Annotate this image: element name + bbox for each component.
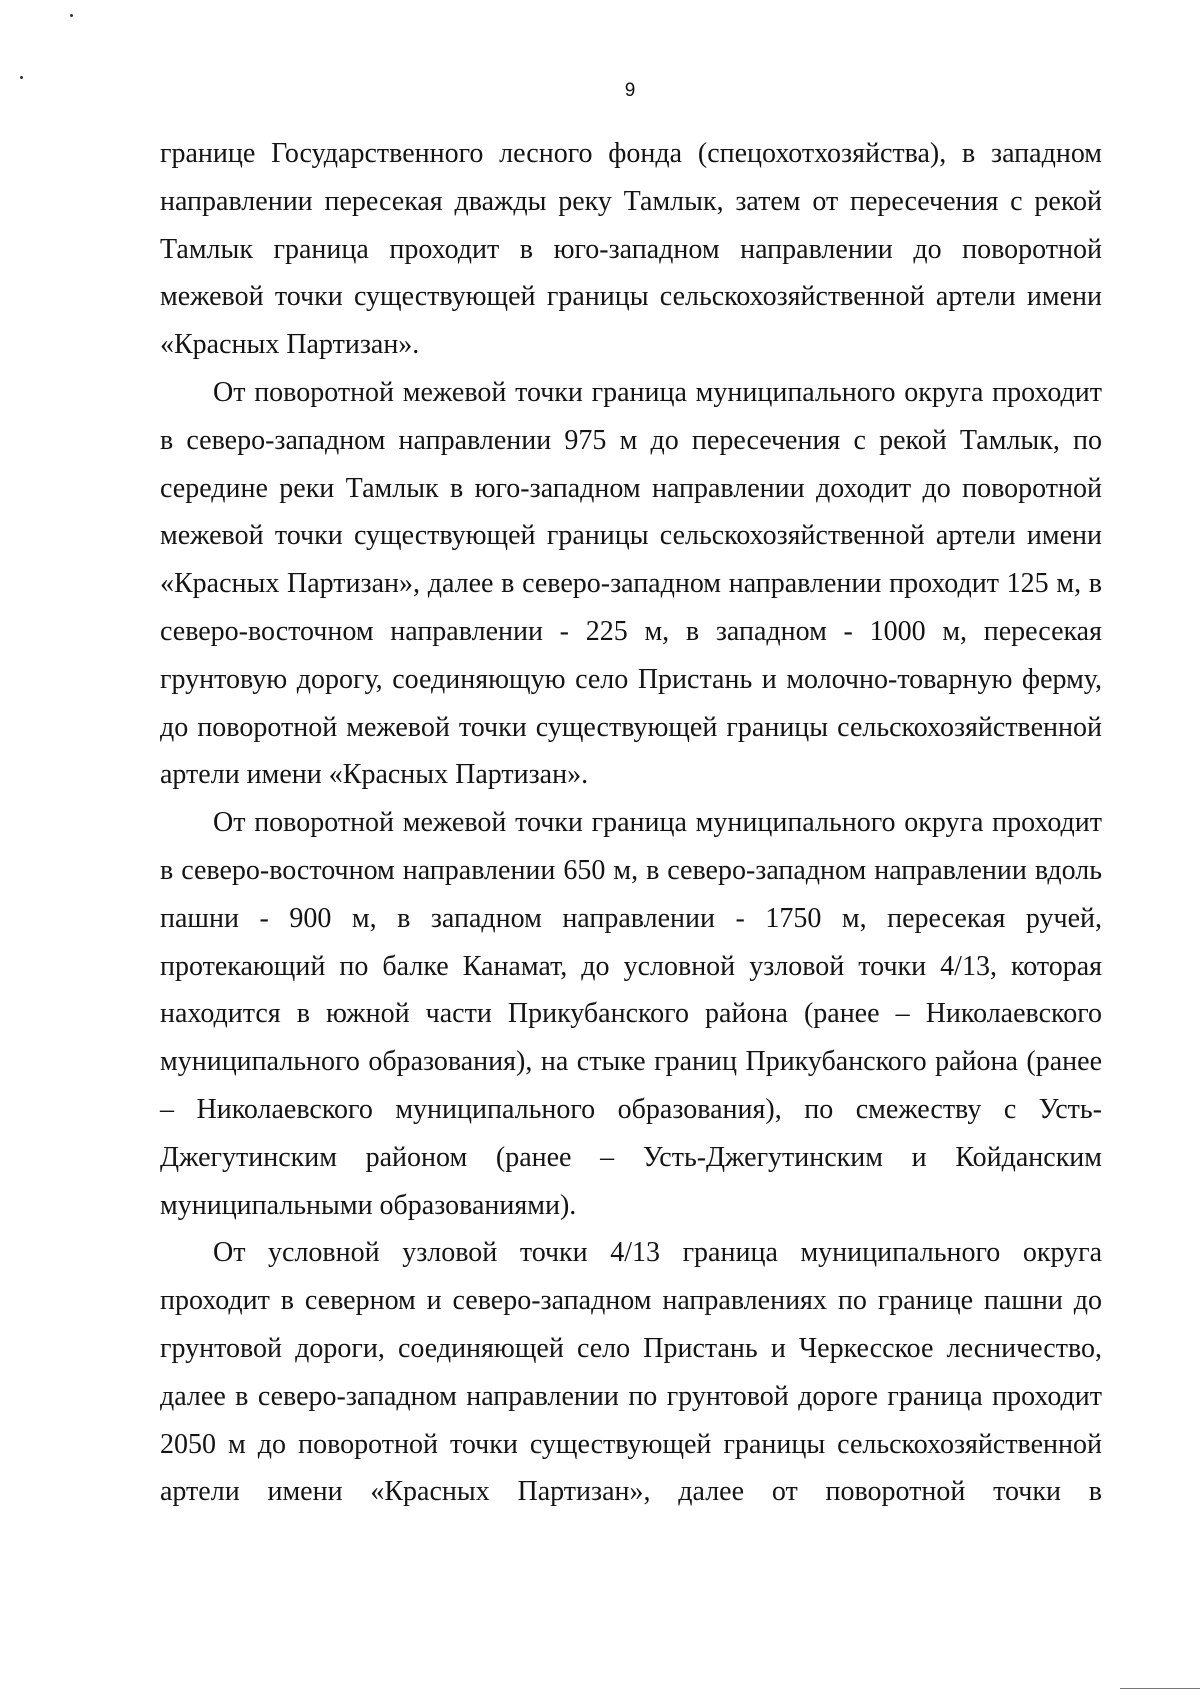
scan-speck	[20, 76, 23, 79]
paragraph: От поворотной межевой точки граница муниципального округа проходит в северо-восточном направлении 650 м, в северо-западном направлении вдоль пашни - 900 м, в западном направлении - 1750 м, пересекая ручей, протекающий по балке Канамат, до условной узловой точки 4/13, которая находится в южной части Прикубанского района (ранее – Николаевского муниципального образования), на стыке границ Прикубанского района (ранее – Николаевского муниципального образования), по смежеству с Усть-Джегутинским районом (ранее – Усть-Джегутинским и Койданским муниципальными образованиями).	[160, 807, 1102, 1221]
scan-edge-line	[1120, 1688, 1200, 1689]
paragraph-continuation: границе Государственного лесного фонда (спецохотхозяйства), в западном направлении пересекая дважды реку Тамлык, затем от пересечения с рекой Тамлык граница проходит в юго-западном направлении до поворотной межевой точки существующей границы сельскохозяйственной артели имени «Красных Партизан».	[160, 138, 1102, 361]
paragraph: От поворотной межевой точки граница муниципального округа проходит в северо-западном направлении 975 м до пересечения с рекой Тамлык, по середине реки Тамлык в юго-западном направлении доходит до поворотной межевой точки существующей границы сельскохозяйственной артели имени «Красных Партизан», далее в северо-западном направлении проходит 125 м, в северо-восточном направлении - 225 м, в западном - 1000 м, пересекая грунтовую дорогу, соединяющую село Пристань и молочно-товарную ферму, до поворотной межевой точки существующей границы сельскохозяйственной артели имени «Красных Партизан».	[160, 376, 1102, 791]
scan-speck	[70, 14, 73, 17]
page-number: 9	[624, 80, 636, 101]
paragraph: От условной узловой точки 4/13 граница муниципального округа проходит в северном и северо-западном направлениях по границе пашни до грунтовой дороги, соединяющей село Пристань и Черкесское лесничество, далее в северо-западном направлении по грунтовой дороге граница проходит 2050 м до поворотной точки существующей границы сельскохозяйственной артели имени «Красных Партизан», далее от поворотной точки в	[160, 1237, 1102, 1508]
document-body	[160, 130, 1102, 1516]
